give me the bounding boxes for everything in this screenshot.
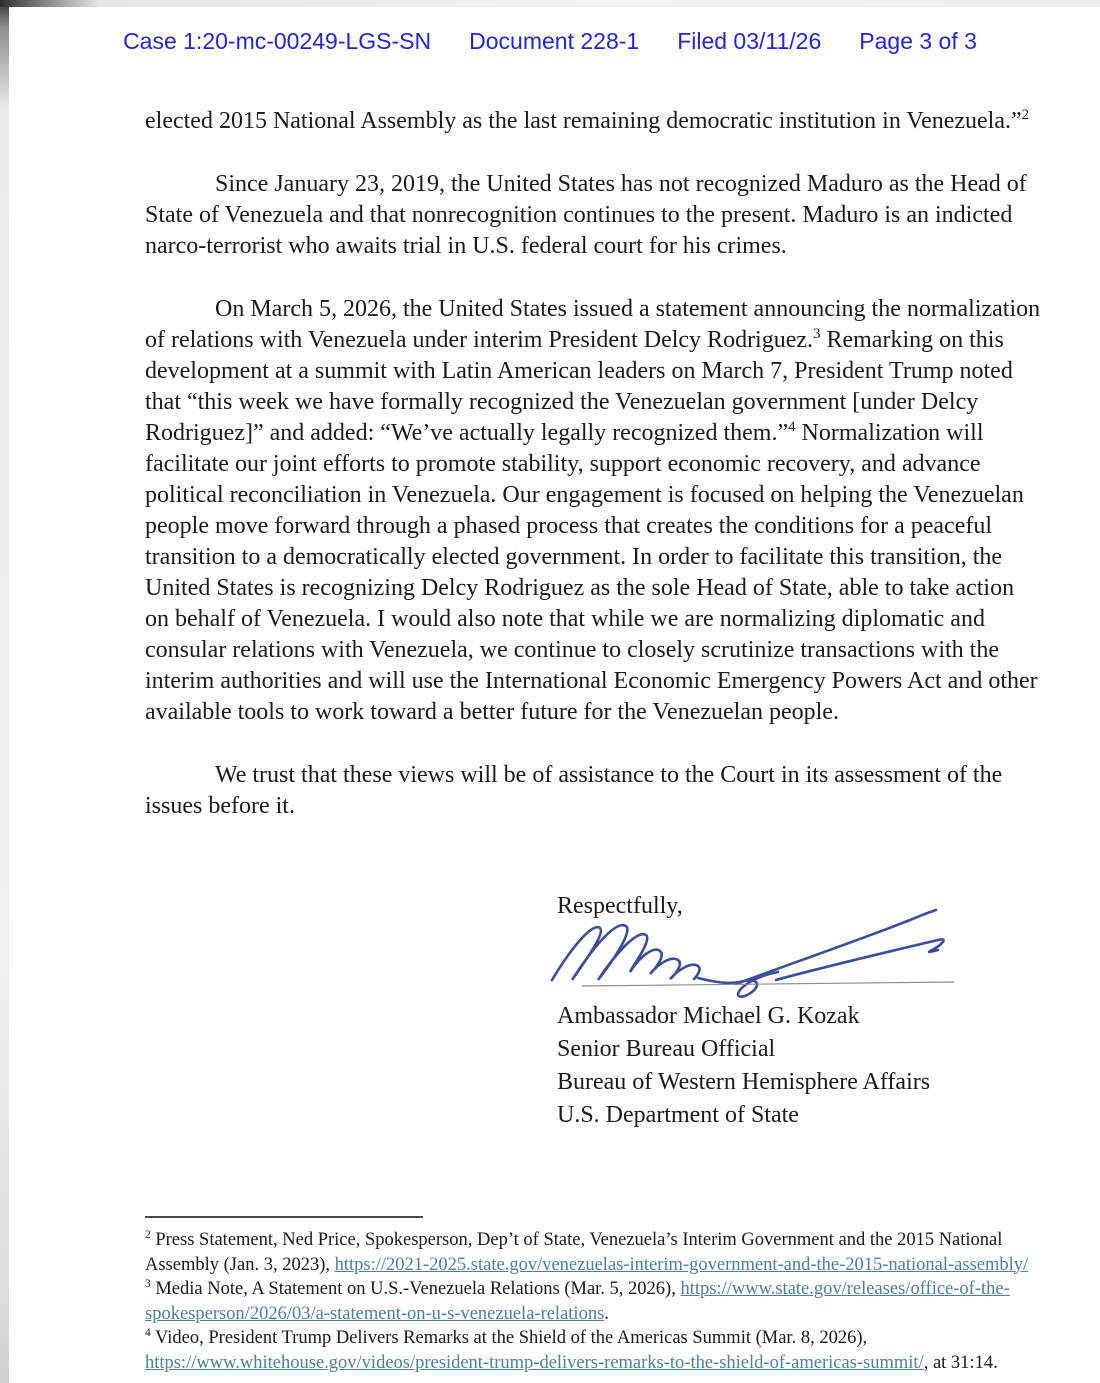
page-indicator: Page 3 of 3 — [859, 28, 977, 54]
footnote-ref-2: 2 — [1021, 107, 1030, 123]
footnote-tail: , at 31:14. — [923, 1352, 998, 1373]
signature-underline — [582, 982, 954, 986]
footnote-tail: . — [604, 1303, 609, 1324]
footnote-text: Media Note, A Statement on U.S.-Venezuela Relations (Mar. 5, 2026), — [150, 1279, 681, 1299]
paragraph-text: Since January 23, 2019, the United States has not recognized Maduro as the Head of State of Venezuela and that nonrecognition continues to the present. Maduro is an indicted narco-terrorist who awaits trial in U.S. federal court for his crimes. — [145, 171, 1027, 259]
footnote-separator — [145, 1216, 423, 1218]
footnote-3 — [145, 1277, 1050, 1326]
signer-agency: U.S. Department of State — [557, 1102, 799, 1128]
paragraph-normalization — [145, 294, 1043, 728]
paragraph-text: elected 2015 National Assembly as the last remaining democratic institution in Venezuela.” — [145, 108, 1022, 134]
paragraph-text: Normalization will facilitate our joint efforts to promote stability, support economic recovery, and advance political reconciliation in Venezuela. Our engagement is focused on helping the Venezuelan people move forward through a phased process that creates the conditions for a peaceful transition to a democratically elected government. In order to facilitate this transition, the United States is recognizing Delcy Rodriguez as the sole Head of State, able to take action on behalf of Venezuela. I would also note that while we are normalizing diplomatic and consular relations with Venezuela, we continue to closely scrutinize transactions with the interim authorities and will use the International Economic Emergency Powers Act and other available tools to work toward a better future for the Venezuelan people. — [145, 420, 1038, 725]
paragraph-nonrecognition — [145, 169, 1043, 262]
footnote-text: Press Statement, Ned Price, Spokesperson, Dep’t of State, Venezuela’s Interim Government and the 2015 National Assembly (Jan. 3, 2023), — [145, 1230, 1003, 1275]
paragraph-text: On March 5, 2026, the United States issued a statement announcing the normalization of relations with Venezuela under interim President Delcy Rodriguez. — [145, 296, 1041, 353]
footnote-2-link[interactable]: https://2021-2025.state.gov/venezuelas-interim-government-and-the-2015-national-assembly/ — [334, 1254, 1029, 1275]
signature-block — [557, 1000, 930, 1132]
footnote-2 — [145, 1228, 1050, 1277]
court-stamp-header — [0, 28, 1100, 55]
signer-title: Senior Bureau Official — [557, 1036, 776, 1062]
footnote-4 — [145, 1326, 1050, 1375]
footnote-marker: 3 — [145, 1277, 151, 1290]
handwritten-signature — [540, 908, 990, 1000]
footnote-text: Video, President Trump Delivers Remarks at the Shield of the Americas Summit (Mar. 8, 2026), — [150, 1328, 868, 1348]
document-number: Document 228-1 — [469, 28, 640, 54]
scan-edge-top — [0, 0, 1100, 7]
footnote-ref-4: 4 — [788, 419, 796, 435]
footnotes — [145, 1228, 1050, 1375]
letter-body — [145, 106, 1043, 822]
signer-bureau: Bureau of Western Hemisphere Affairs — [557, 1069, 931, 1095]
case-number: Case 1:20-mc-00249-LGS-SN — [123, 28, 432, 54]
paragraph-text: We trust that these views will be of assistance to the Court in its assessment of the issues before it. — [145, 762, 1003, 819]
signer-name: Ambassador Michael G. Kozak — [557, 1003, 860, 1029]
scan-edge-left — [0, 0, 9, 1383]
footnote-marker: 4 — [145, 1326, 151, 1339]
paragraph-closing — [145, 760, 1043, 822]
paragraph-continuation — [145, 106, 1043, 137]
footnote-3-link[interactable]: https://www.state.gov/releases/office-of-the-spokesperson/2026/03/a-statement-on-u-s-venezuela-relations — [145, 1279, 1010, 1324]
footnote-4-link[interactable]: https://www.whitehouse.gov/videos/president-trump-delivers-remarks-to-the-shield-of-americas-summit/ — [145, 1352, 924, 1373]
footnote-marker: 2 — [145, 1228, 151, 1241]
salutation: Respectfully, — [557, 893, 683, 919]
footnote-ref-3: 3 — [813, 326, 821, 342]
filed-date: Filed 03/11/26 — [677, 28, 822, 54]
paragraph-text: Remarking on this development at a summit with Latin American leaders on March 7, President Trump noted that “this week we have formally recognized the Venezuelan government [under Delcy Rodriguez]” and added: “We’ve actually legally recognized them.” — [145, 327, 1013, 446]
